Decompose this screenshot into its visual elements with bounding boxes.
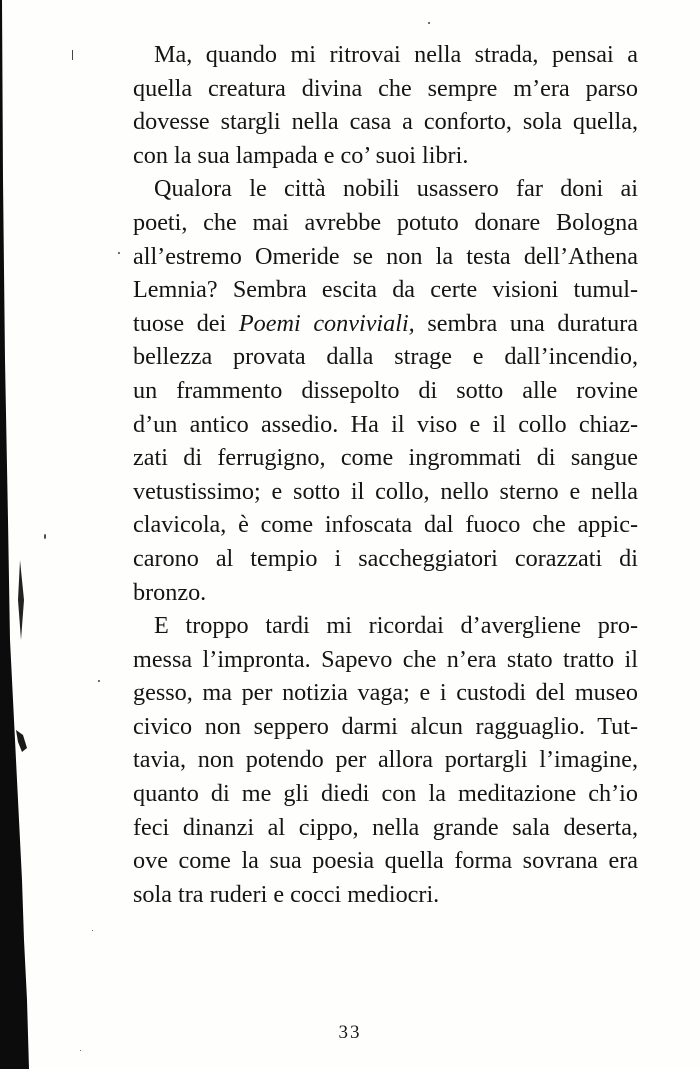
text-line: civico non seppero darmi alcun ragguaglio. Tut- xyxy=(133,712,638,740)
scan-speck xyxy=(98,680,100,682)
text-line: messa l’impronta. Sapevo che n’era stato tratto il xyxy=(133,645,638,673)
scan-speck xyxy=(428,22,430,24)
text-line: poeti, che mai avrebbe potuto donare Bologna xyxy=(133,208,638,236)
text-line: Lemnia? Sembra escita da certe visioni tumul- xyxy=(133,276,638,304)
text-line: quanto di me gli diedi con la meditazione ch’io xyxy=(133,780,638,808)
scan-speck xyxy=(92,930,93,931)
text-line: bronzo. xyxy=(133,578,207,606)
text-line: bellezza provata dalla strage e dall’incendio, xyxy=(133,343,638,371)
text-line: dovesse stargli nella casa a conforto, sola quella, xyxy=(133,108,638,136)
text-line: clavicola, è come infoscata dal fuoco che appic- xyxy=(133,511,638,539)
text-line: E troppo tardi mi ricordai d’avergliene pro- xyxy=(154,612,638,640)
scan-speck xyxy=(44,534,46,539)
text-line: d’un antico assedio. Ha il viso e il collo chiaz- xyxy=(133,410,638,438)
text-line: carono al tempio i saccheggiatori corazzati di xyxy=(133,544,638,572)
text-line: Ma, quando mi ritrovai nella strada, pensai a xyxy=(154,41,638,68)
text-line: un frammento dissepolto di sotto alle rovine xyxy=(133,376,638,404)
text-segment: sembra una duratura xyxy=(427,309,638,337)
paragraph-3 xyxy=(133,609,638,911)
scan-speck xyxy=(80,1050,81,1051)
text-line: zati di ferrugigno, come ingrommati di sangue xyxy=(133,444,638,472)
text-line: con la sua lampada e co’ suoi libri. xyxy=(133,141,469,169)
text-line: quella creatura divina che sempre m’era parso xyxy=(133,74,638,102)
page-number: 33 xyxy=(338,1022,362,1043)
text-line: gesso, ma per notizia vaga; e i custodi del museo xyxy=(133,679,638,707)
paragraph-1 xyxy=(133,38,638,172)
text-segment: tuose dei xyxy=(133,309,227,337)
scan-speck xyxy=(72,50,73,60)
paragraph-2 xyxy=(133,172,638,609)
text-line: vetustissimo; e sotto il collo, nello sterno e nella xyxy=(133,477,638,505)
binding-edge-shadow xyxy=(0,0,30,1069)
text-line: Qualora le città nobili usassero far doni ai xyxy=(154,175,638,203)
scan-speck xyxy=(118,252,120,254)
text-line: feci dinanzi al cippo, nella grande sala deserta, xyxy=(133,813,638,841)
text-line: all’estremo Omeride se non la testa dell’Athena xyxy=(133,242,638,270)
text-line: ove come la sua poesia quella forma sovrana era xyxy=(133,847,638,875)
text-line: sola tra ruderi e cocci mediocri. xyxy=(133,880,440,908)
text-line: tavia, non potendo per allora portargli l’imagine, xyxy=(133,746,638,774)
text-body xyxy=(133,38,638,911)
text-line xyxy=(133,307,638,341)
book-title: Poemi conviviali, xyxy=(238,309,415,337)
